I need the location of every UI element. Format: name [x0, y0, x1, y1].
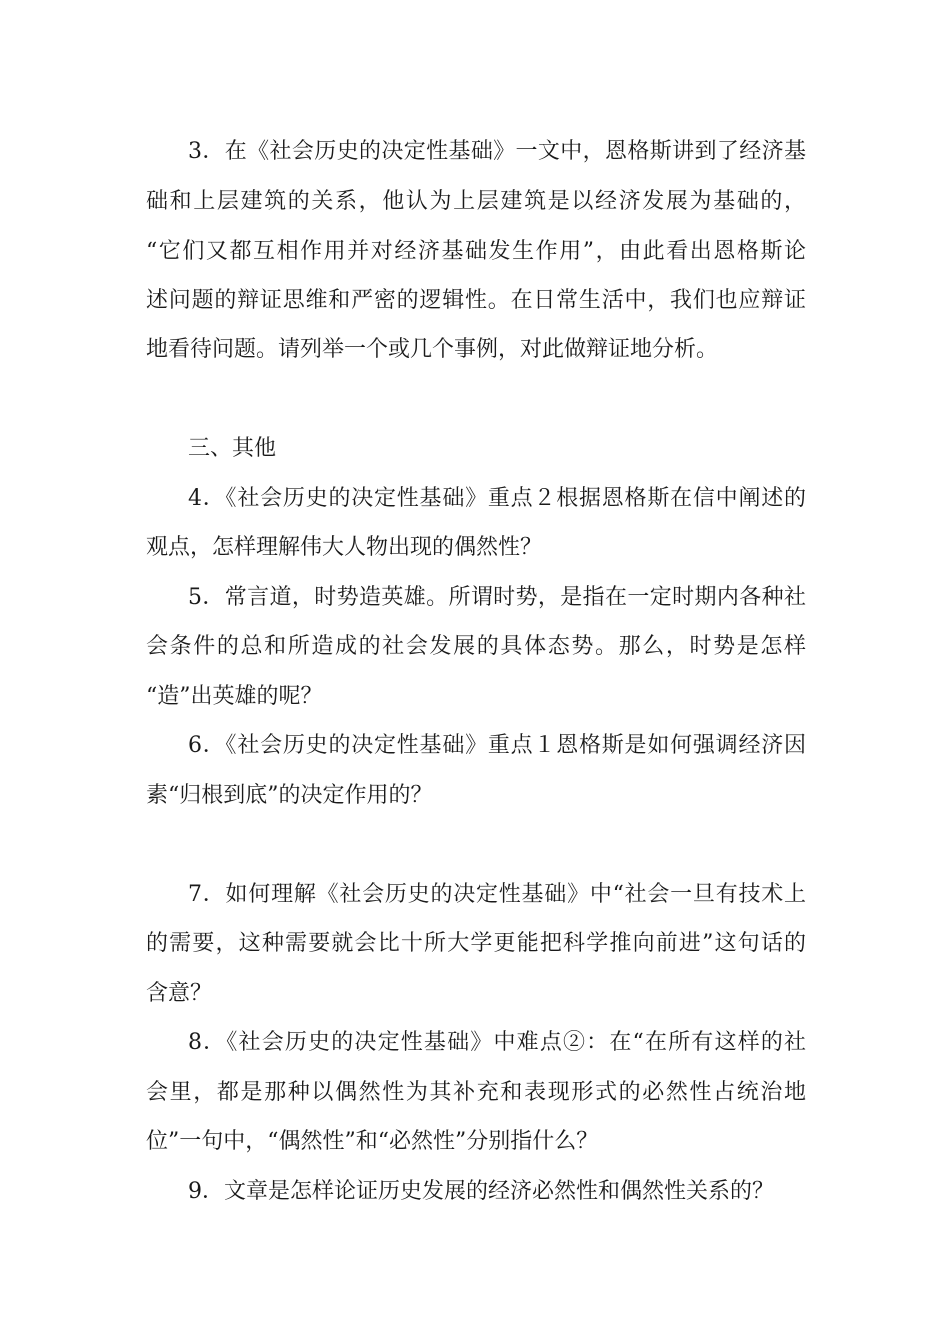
paragraph-line: “造”出英雄的呢？: [146, 684, 323, 709]
paragraph-line: 的需要，这种需要就会比十所大学更能把科学推向前进”这句话的: [146, 931, 806, 956]
paragraph-line: 地看待问题。请列举一个或几个事例，对此做辩证地分析。: [146, 337, 719, 362]
paragraph-line: 会条件的总和所造成的社会发展的具体态势。那么，时势是怎样: [146, 634, 806, 659]
paragraph-line: 述问题的辩证思维和严密的逻辑性。在日常生活中，我们也应辩证: [146, 288, 806, 313]
paragraph-line: 6．《社会历史的决定性基础》重点１恩格斯是如何强调经济因: [188, 733, 806, 758]
paragraph-line: 3．在《社会历史的决定性基础》一文中，恩格斯讲到了经济基: [188, 139, 806, 164]
paragraph-line: 4．《社会历史的决定性基础》重点２根据恩格斯在信中阐述的: [188, 486, 806, 511]
paragraph-line: 含意？: [146, 981, 213, 1006]
paragraph-line: 5．常言道，时势造英雄。所谓时势，是指在一定时期内各种社: [188, 585, 806, 610]
paragraph-line: 础和上层建筑的关系，他认为上层建筑是以经济发展为基础的，: [146, 189, 806, 214]
paragraph-line: 位”一句中，“偶然性”和“必然性”分别指什么？: [146, 1129, 599, 1154]
paragraph-line: 观点，怎样理解伟大人物出现的偶然性？: [146, 535, 543, 560]
paragraph-line: 会里，都是那种以偶然性为其补充和表现形式的必然性占统治地: [146, 1080, 806, 1105]
paragraph-line: 9．文章是怎样论证历史发展的经济必然性和偶然性关系的？: [188, 1179, 774, 1204]
section-heading: 三、其他: [188, 436, 277, 461]
paragraph-line: “它们又都互相作用并对经济基础发生作用”，由此看出恩格斯论: [146, 239, 806, 264]
paragraph-line: 素“归根到底”的决定作用的？: [146, 783, 433, 808]
paragraph-line: 8．《社会历史的决定性基础》中难点②：在“在所有这样的社: [188, 1030, 806, 1055]
paragraph-line: 7．如何理解《社会历史的决定性基础》中“社会一旦有技术上: [188, 882, 806, 907]
